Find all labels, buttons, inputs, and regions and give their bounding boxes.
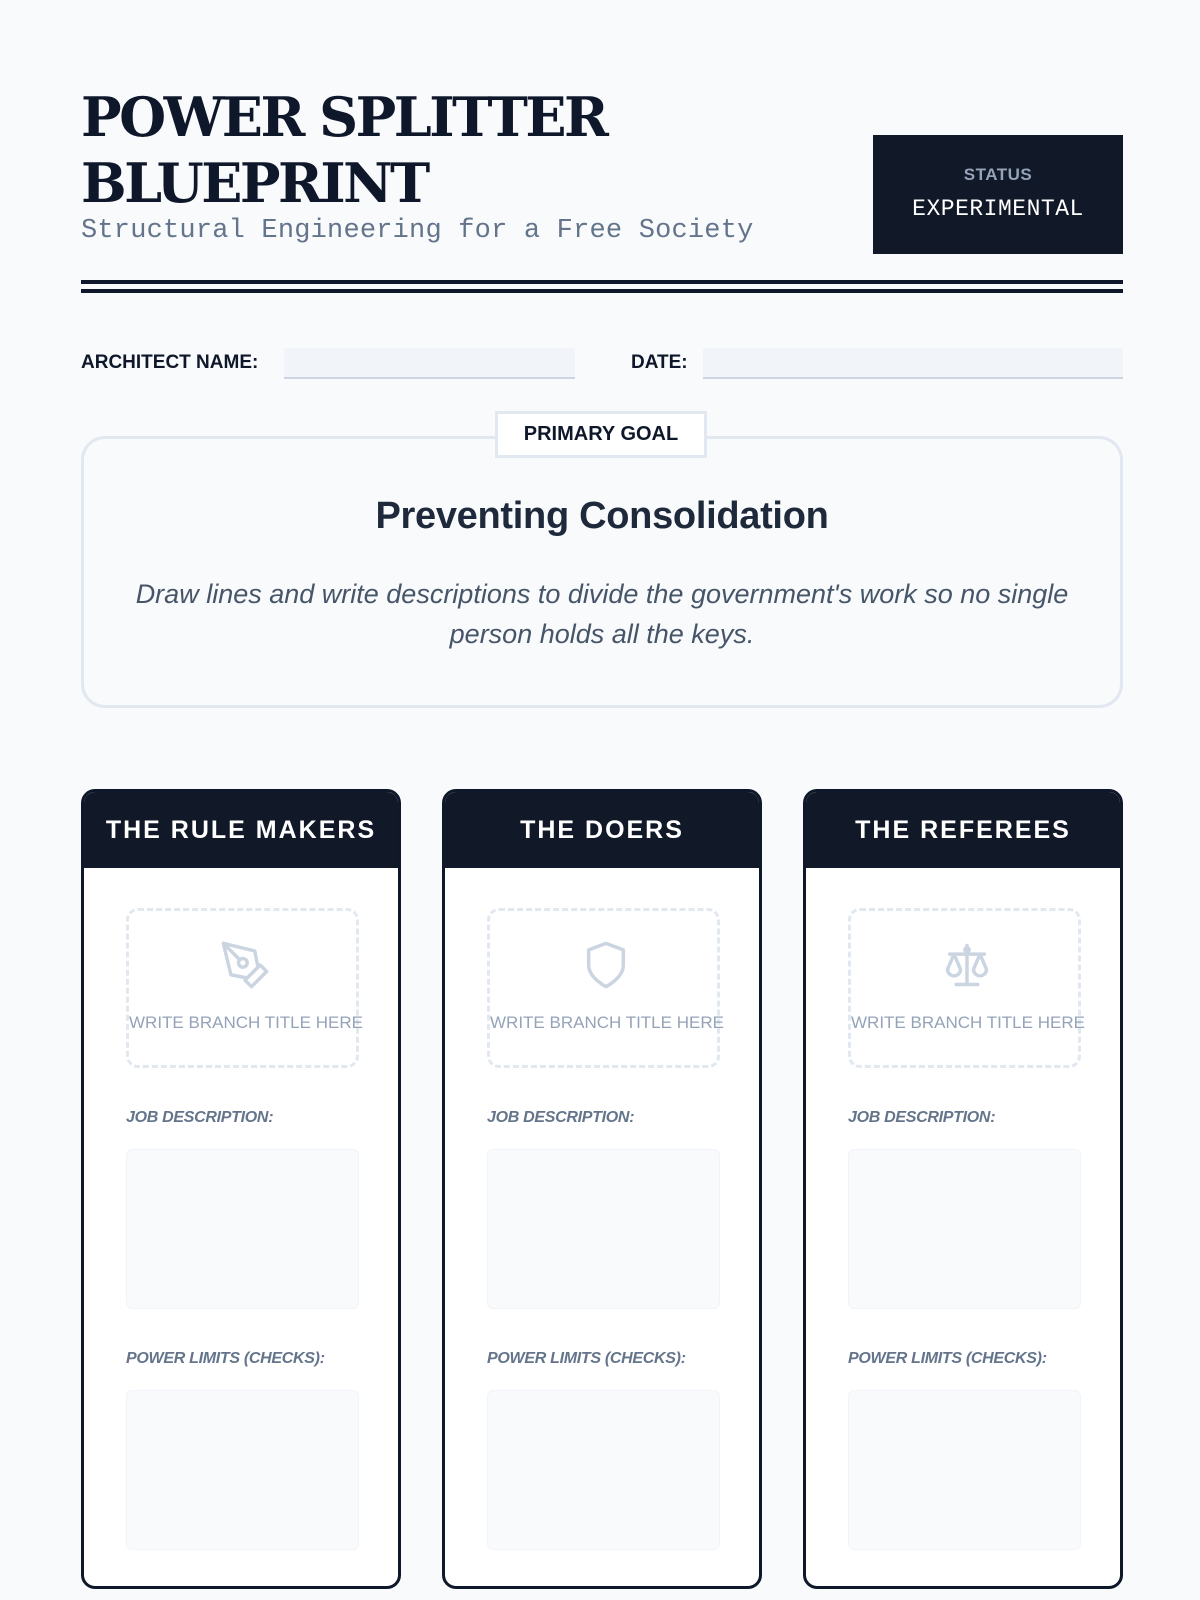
branch-title-placeholder: WRITE BRANCH TITLE HERE xyxy=(490,1013,724,1032)
goal-title: Preventing Consolidation xyxy=(375,495,829,537)
branch-card-doers xyxy=(442,789,762,1589)
job-description-box[interactable] xyxy=(126,1149,359,1309)
primary-goal-tag: PRIMARY GOAL xyxy=(495,411,707,458)
job-description-box[interactable] xyxy=(848,1149,1081,1309)
branch-header: THE RULE MAKERS xyxy=(84,792,398,868)
page-title-line-1: POWER SPLITTER xyxy=(81,85,607,149)
branch-card-referees xyxy=(803,789,1123,1589)
date-label: DATE: xyxy=(631,352,688,373)
scales-icon xyxy=(941,939,993,991)
job-description-box[interactable] xyxy=(487,1149,720,1309)
power-limits-label: POWER LIMITS (CHECKS): xyxy=(487,1350,686,1367)
status-badge xyxy=(873,135,1123,254)
power-limits-label: POWER LIMITS (CHECKS): xyxy=(126,1350,325,1367)
branch-title-placeholder: WRITE BRANCH TITLE HERE xyxy=(851,1013,1085,1032)
date-input[interactable] xyxy=(703,348,1123,379)
pen-nib-icon xyxy=(219,939,271,991)
shield-icon xyxy=(580,939,632,991)
power-limits-box[interactable] xyxy=(848,1390,1081,1550)
job-description-label: JOB DESCRIPTION: xyxy=(487,1109,635,1126)
goal-description: Draw lines and write descriptions to divide the government's work so no single person holds all the keys. xyxy=(135,579,1069,649)
header-divider-top xyxy=(81,280,1123,284)
branch-title-slot[interactable] xyxy=(126,908,363,1068)
header-divider-bottom xyxy=(81,289,1123,293)
power-limits-box[interactable] xyxy=(487,1390,720,1550)
branch-card-rule-makers xyxy=(81,789,401,1589)
primary-goal-panel xyxy=(81,436,1123,708)
branch-header: THE DOERS xyxy=(445,792,759,868)
status-value: EXPERIMENTAL xyxy=(912,196,1084,222)
branch-header: THE REFEREES xyxy=(806,792,1120,868)
architect-name-label: ARCHITECT NAME: xyxy=(81,352,259,373)
status-label: STATUS xyxy=(963,165,1033,184)
branch-title-slot[interactable] xyxy=(848,908,1085,1068)
architect-name-input[interactable] xyxy=(284,348,575,379)
page-subtitle: Structural Engineering for a Free Society xyxy=(81,216,754,246)
page-title xyxy=(81,84,801,216)
job-description-label: JOB DESCRIPTION: xyxy=(126,1109,274,1126)
power-limits-box[interactable] xyxy=(126,1390,359,1550)
page-title-line-2: BLUEPRINT xyxy=(81,151,428,215)
branch-title-slot[interactable] xyxy=(487,908,724,1068)
power-limits-label: POWER LIMITS (CHECKS): xyxy=(848,1350,1047,1367)
branch-title-placeholder: WRITE BRANCH TITLE HERE xyxy=(129,1013,363,1032)
job-description-label: JOB DESCRIPTION: xyxy=(848,1109,996,1126)
